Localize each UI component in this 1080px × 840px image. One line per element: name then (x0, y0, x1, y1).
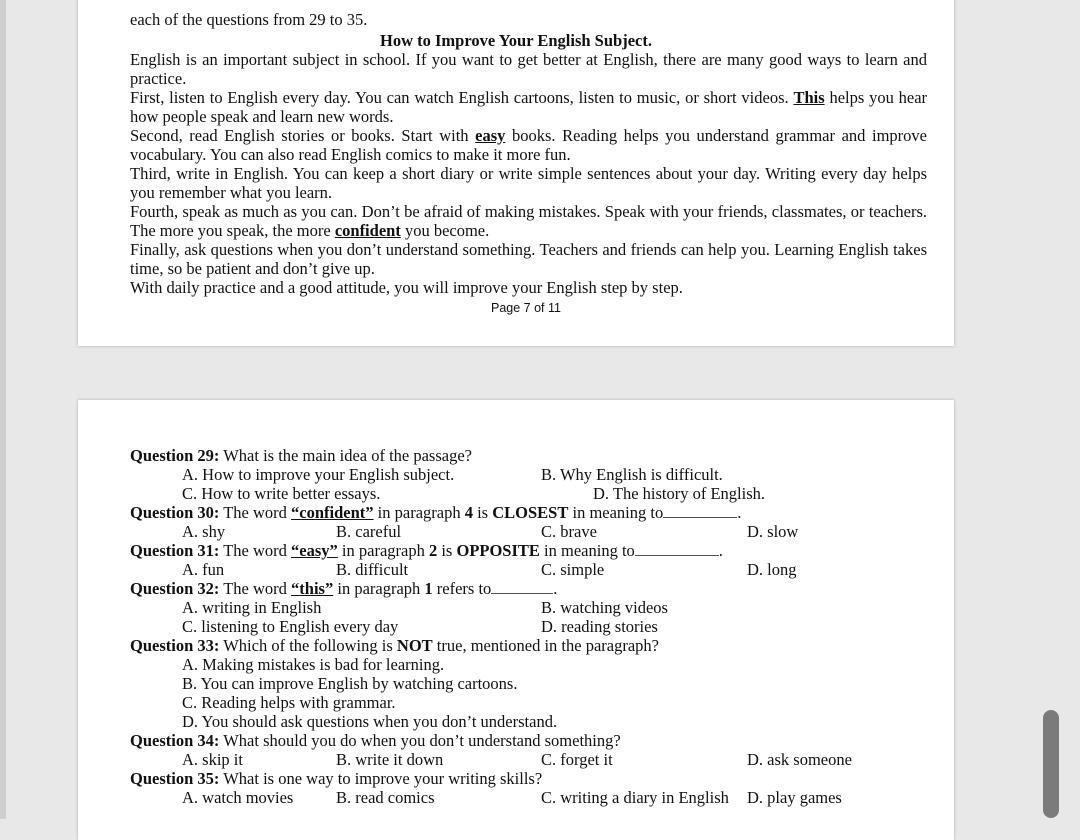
passage-paragraph-4: Fourth, speak as much as you can. Don’t be afraid of making mistakes. Speak with your friends, classmates, or teachers. The more you speak, the more confident you become. (130, 202, 927, 240)
option-33-d[interactable]: D. You should ask questions when you don’t understand. (182, 712, 558, 731)
question-32: Question 32: The word “this” in paragraph 1 refers to . (130, 579, 558, 598)
option-35-c[interactable]: C. writing a diary in English (541, 788, 729, 807)
passage-title: How to Improve Your English Subject. (380, 31, 652, 50)
document-page-7 (78, 0, 954, 346)
option-34-c[interactable]: C. forget it (541, 750, 613, 769)
option-29-a[interactable]: A. How to improve your English subject. (182, 465, 455, 484)
option-30-d[interactable]: D. slow (747, 522, 799, 541)
keyword-easy: easy (475, 126, 506, 145)
keyword-confident: confident (334, 221, 401, 240)
option-32-a[interactable]: A. writing in English (182, 598, 322, 617)
answer-blank (491, 579, 553, 594)
passage-paragraph-intro: English is an important subject in school. If you want to get better at English, there are many good ways to learn and practice. (130, 50, 927, 88)
vertical-scrollbar-thumb[interactable] (1043, 710, 1059, 818)
option-34-b[interactable]: B. write it down (336, 750, 444, 769)
passage-paragraph-1: First, listen to English every day. You can watch English cartoons, listen to music, or short videos. This helps you hear how people speak and learn new words. (130, 88, 928, 126)
question-31: Question 31: The word “easy” in paragraph 2 is OPPOSITE in meaning to . (130, 541, 723, 560)
option-33-c[interactable]: C. Reading helps with grammar. (182, 693, 396, 712)
option-29-b[interactable]: B. Why English is difficult. (541, 465, 723, 484)
option-30-a[interactable]: A. shy (182, 522, 226, 541)
answer-blank (635, 541, 719, 556)
question-35: Question 35: What is one way to improve your writing skills? (130, 769, 543, 788)
option-30-b[interactable]: B. careful (336, 522, 402, 541)
option-29-c[interactable]: C. How to write better essays. (182, 484, 381, 503)
question-29: Question 29: What is the main idea of the passage? (130, 446, 472, 465)
option-33-b[interactable]: B. You can improve English by watching cartoons. (182, 674, 518, 693)
option-35-a[interactable]: A. watch movies (182, 788, 294, 807)
page-number: Page 7 of 11 (491, 301, 561, 315)
option-31-d[interactable]: D. long (747, 560, 797, 579)
option-33-a[interactable]: A. Making mistakes is bad for learning. (182, 655, 445, 674)
option-31-b[interactable]: B. difficult (336, 560, 409, 579)
option-35-b[interactable]: B. read comics (336, 788, 435, 807)
passage-conclusion: With daily practice and a good attitude, you will improve your English step by step. (130, 278, 683, 297)
option-29-d[interactable]: D. The history of English. (593, 484, 766, 503)
option-31-a[interactable]: A. fun (182, 560, 225, 579)
option-32-b[interactable]: B. watching videos (541, 598, 668, 617)
option-32-c[interactable]: C. listening to English every day (182, 617, 399, 636)
option-31-c[interactable]: C. simple (541, 560, 605, 579)
option-32-d[interactable]: D. reading stories (541, 617, 658, 636)
question-33: Question 33: Which of the following is NOT true, mentioned in the paragraph? (130, 636, 659, 655)
keyword-this: This (793, 88, 825, 107)
answer-blank (663, 503, 737, 518)
document-page-8 (78, 400, 954, 840)
question-30: Question 30: The word “confident” in paragraph 4 is CLOSEST in meaning to . (130, 503, 742, 522)
question-34: Question 34: What should you do when you don’t understand something? (130, 731, 621, 750)
passage-paragraph-5: Finally, ask questions when you don’t understand something. Teachers and friends can help you. Learning English takes time, so be patient and don’t give up. (130, 240, 927, 278)
option-35-d[interactable]: D. play games (747, 788, 842, 807)
option-34-d[interactable]: D. ask someone (747, 750, 852, 769)
option-34-a[interactable]: A. skip it (182, 750, 243, 769)
option-30-c[interactable]: C. brave (541, 522, 597, 541)
passage-paragraph-2: Second, read English stories or books. Start with easy books. Reading helps you understand grammar and improve vocabulary. You can also read English comics to make it more fun. (130, 126, 927, 164)
window-left-edge (0, 0, 6, 819)
passage-paragraph-3: Third, write in English. You can keep a short diary or write simple sentences about your day. Writing every day helps you remember what you learn. (130, 164, 927, 202)
cut-off-instruction: each of the questions from 29 to 35. (130, 10, 368, 29)
